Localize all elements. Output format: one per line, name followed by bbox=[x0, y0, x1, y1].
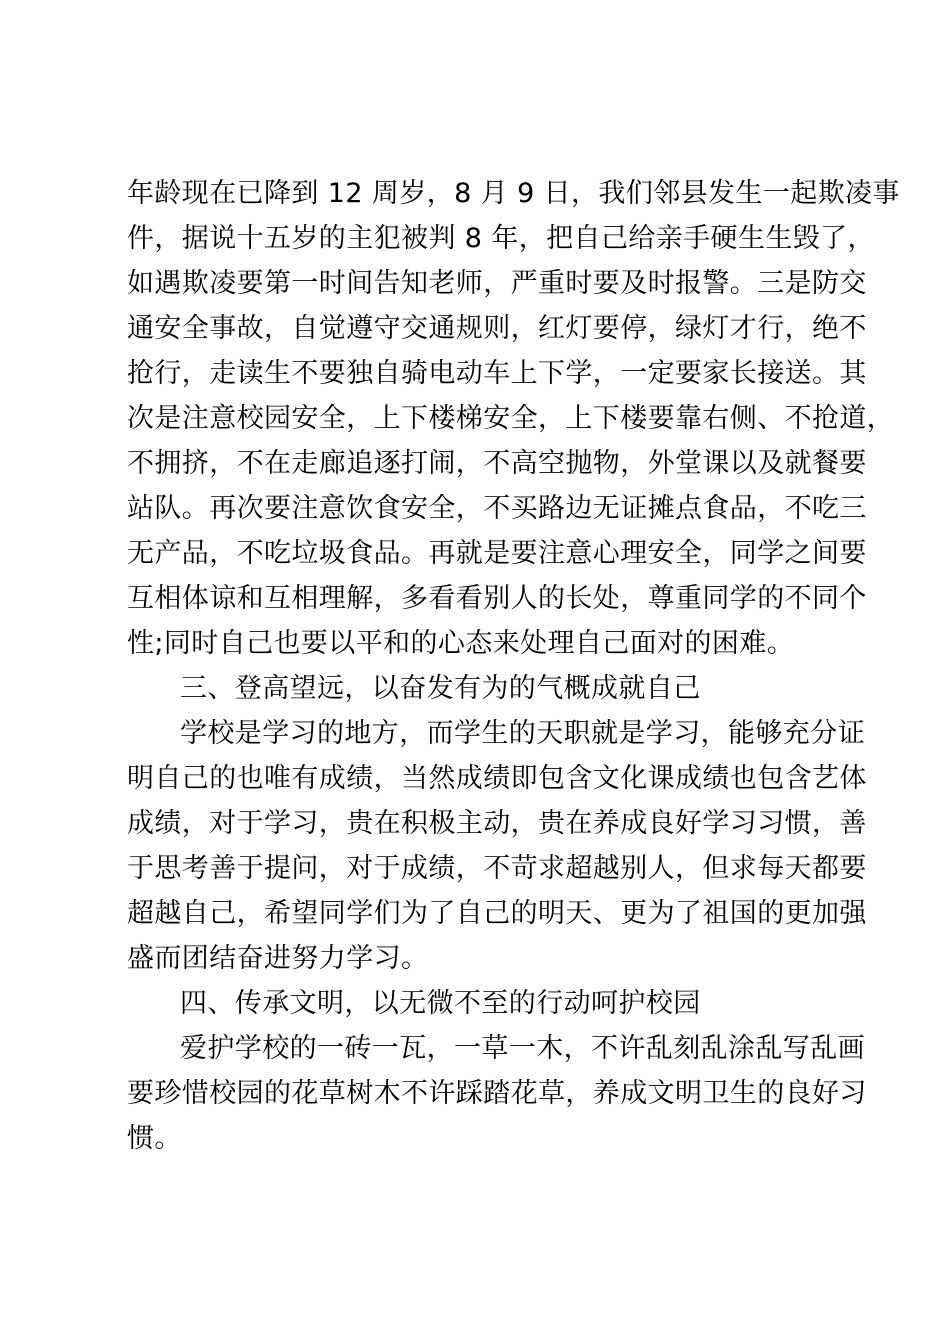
body-text-line: 超越自己，希望同学们为了自己的明天、更为了祖国的更加强 bbox=[127, 898, 867, 929]
body-text-line: 不拥挤，不在走廊追逐打闹，不高空抛物，外堂课以及就餐要 bbox=[127, 448, 867, 479]
paragraph-first-line: 学校是学习的地方，而学生的天职就是学习，能够充分证 bbox=[180, 718, 865, 749]
body-text-line: 抢行，走读生不要独自骑电动车上下学，一定要家长接送。其 bbox=[127, 358, 867, 389]
body-text-line: 次是注意校园安全，上下楼梯安全，上下楼要靠右侧、不抢道， bbox=[127, 403, 895, 434]
body-text-line: 年龄现在已降到 12 周岁，8 月 9 日，我们邻县发生一起欺凌事 bbox=[127, 178, 900, 209]
body-text-line: 于思考善于提问，对于成绩，不苛求超越别人，但求每天都要 bbox=[127, 853, 867, 884]
section-heading: 三、登高望远，以奋发有为的气概成就自己 bbox=[180, 673, 701, 704]
body-text-line: 件，据说十五岁的主犯被判 8 年，把自己给亲手硬生生毁了， bbox=[127, 223, 875, 254]
body-text-line: 成绩，对于学习，贵在积极主动，贵在养成良好学习习惯，善 bbox=[127, 808, 867, 839]
paragraph-first-line: 爱护学校的一砖一瓦，一草一木，不许乱刻乱涂乱写乱画 bbox=[180, 1033, 865, 1064]
body-text-line: 性;同时自己也要以平和的心态来处理自己面对的困难。 bbox=[127, 628, 795, 659]
body-text-line: 站队。再次要注意饮食安全，不买路边无证摊点食品，不吃三 bbox=[127, 493, 867, 524]
section-heading: 四、传承文明，以无微不至的行动呵护校园 bbox=[180, 988, 701, 1019]
body-text-line: 互相体谅和互相理解，多看看别人的长处，尊重同学的不同个 bbox=[127, 583, 867, 614]
body-text-line: 无产品，不吃垃圾食品。再就是要注意心理安全，同学之间要 bbox=[127, 538, 867, 569]
body-text-line: 如遇欺凌要第一时间告知老师，严重时要及时报警。三是防交 bbox=[127, 268, 867, 299]
body-text-line: 盛而团结奋进努力学习。 bbox=[127, 943, 429, 974]
body-text-line: 要珍惜校园的花草树木不许踩踏花草，养成文明卫生的良好习 bbox=[127, 1078, 867, 1109]
body-text-line: 惯。 bbox=[127, 1123, 182, 1154]
body-text-line: 通安全事故，自觉遵守交通规则，红灯要停，绿灯才行，绝不 bbox=[127, 313, 867, 344]
body-text-line: 明自己的也唯有成绩，当然成绩即包含文化课成绩也包含艺体 bbox=[127, 763, 867, 794]
